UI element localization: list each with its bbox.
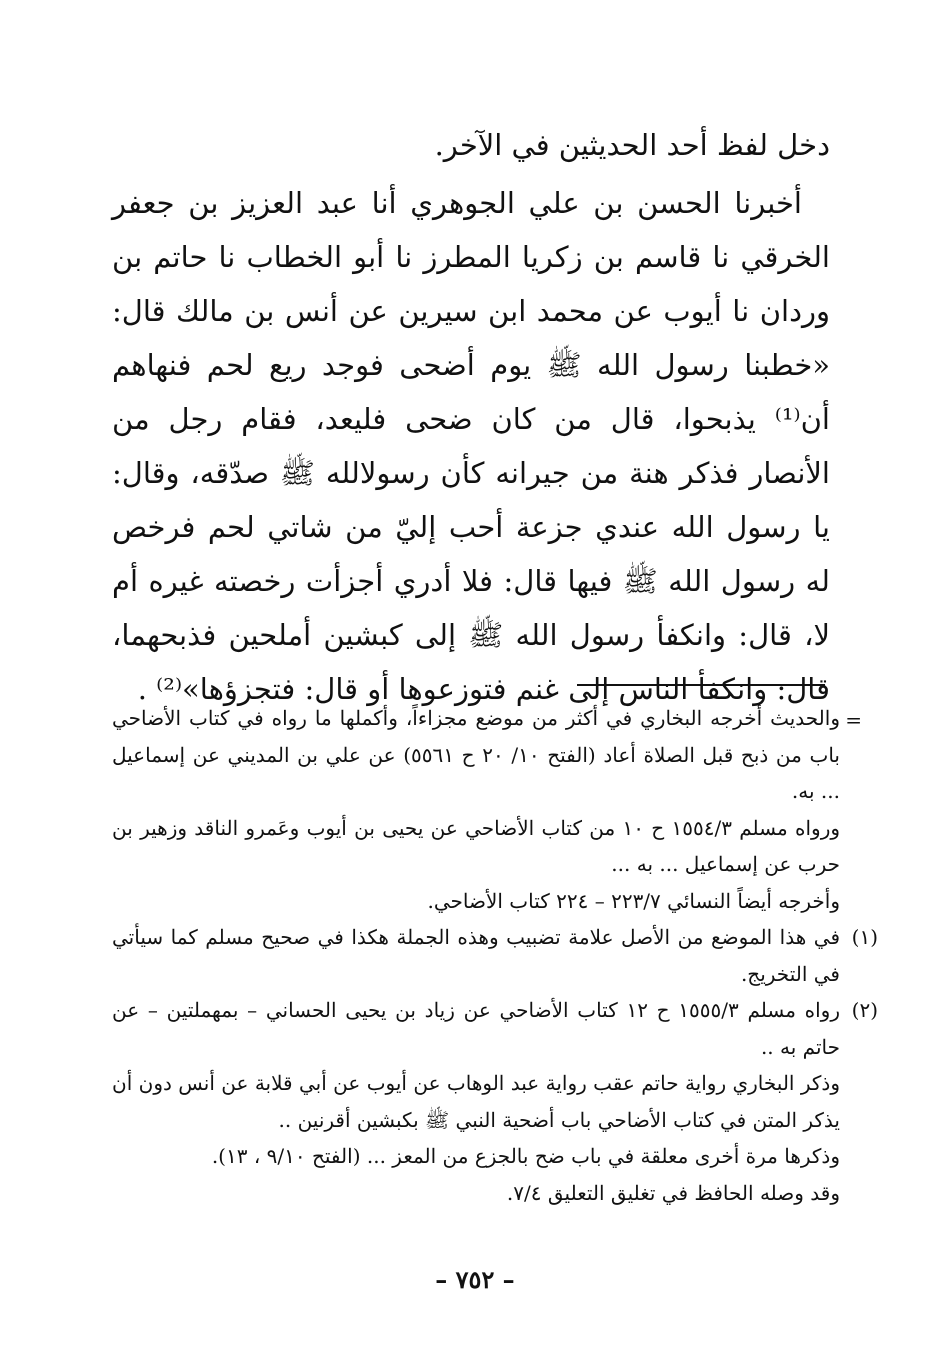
footnote-1 bbox=[112, 919, 878, 992]
footnote-text: وقد وصله الحافظ في تغليق التعليق ٧/٤. bbox=[506, 1180, 840, 1205]
footnote-text: رواه مسلم ١٥٥٥/٣ ح ١٢ كتاب الأضاحي عن زياد بن يحيى الحساني – بمهملتين – عن حاتم به .. bbox=[112, 998, 840, 1059]
footnote-continuation: والحديث أخرجه البخاري في أكثر من موضع مجزاءاً، وأكملها ما رواه في كتاب الأضاحي باب من ذبح قبل الصلاة أعاد (الفتح ١٠/ ٢٠ ح ٥٥٦١) عن علي بن المديني عن إسماعيل ... به. bbox=[112, 706, 840, 803]
page-number: – ٧٥٢ – bbox=[435, 1265, 515, 1294]
footnote-separator bbox=[577, 684, 825, 686]
footnote-continuation: وأخرجه أيضاً النسائي ٢٢٣/٧ – ٢٢٤ كتاب الأضاحي. bbox=[427, 888, 840, 913]
footnote-text: وذكر البخاري رواية حاتم عقب رواية عبد الوهاب عن أيوب عن أبي قلابة عن أنس دون أن يذكر المتن في كتاب الأضاحي باب أضحية النبي ﷺ بكبشين أقرنين .. bbox=[112, 1071, 840, 1132]
footnote-text: في هذا الموضع من الأصل علامة تضبيب وهذه الجملة هكذا في صحيح مسلم كما سيأتي في التخريج. bbox=[112, 925, 840, 986]
continuation-marker: = bbox=[845, 708, 862, 732]
footnote-number: (١) bbox=[851, 925, 878, 949]
footnotes bbox=[112, 700, 878, 1211]
main-text-line: دخل لفظ أحد الحديثين في الآخر. bbox=[434, 128, 830, 162]
footnote-2 bbox=[112, 992, 878, 1065]
main-text bbox=[112, 118, 830, 716]
footnote-number: (٢) bbox=[851, 998, 878, 1022]
main-paragraph: أخبرنا الحسن بن علي الجوهري أنا عبد العزيز بن جعفر الخرقي نا قاسم بن زكريا المطرز نا أبو الخطاب نا حاتم بن وردان نا أيوب عن محمد ابن سيرين عن أنس بن مالك قال: «خطبنا رسول الله ﷺ يوم أضحى فوجد ريع لحم فنهاهم أن⁽¹⁾ يذبحوا، قال من كان ضحى فليعد، فقام رجل من الأنصار فذكر هنة من جيرانه كأن رسولالله ﷺ صدّقه، وقال: يا رسول الله عندي جزعة أحب إليّ من شاتي لحم فرخص له رسول الله ﷺ فيها قال: فلا أدري أجزأت رخصته غيره أم لا، قال: وانكفأ رسول الله ﷺ إلى كبشين أملحين فذبحهما، قال: وانكفأ الناس إلى غنم فتوزعوها أو قال: فتجزؤها»⁽²⁾ . bbox=[112, 186, 830, 706]
footnote-text: وذكرها مرة أخرى معلقة في باب ضح بالجزع من المعز ... (الفتح ٩/١٠ ، ١٣). bbox=[211, 1144, 840, 1168]
footnote-continuation: ورواه مسلم ١٥٥٤/٣ ح ١٠ من كتاب الأضاحي عن يحيى بن أيوب وعَمرو الناقد وزهير بن حرب عن إسماعيل ... به ... bbox=[112, 815, 841, 876]
